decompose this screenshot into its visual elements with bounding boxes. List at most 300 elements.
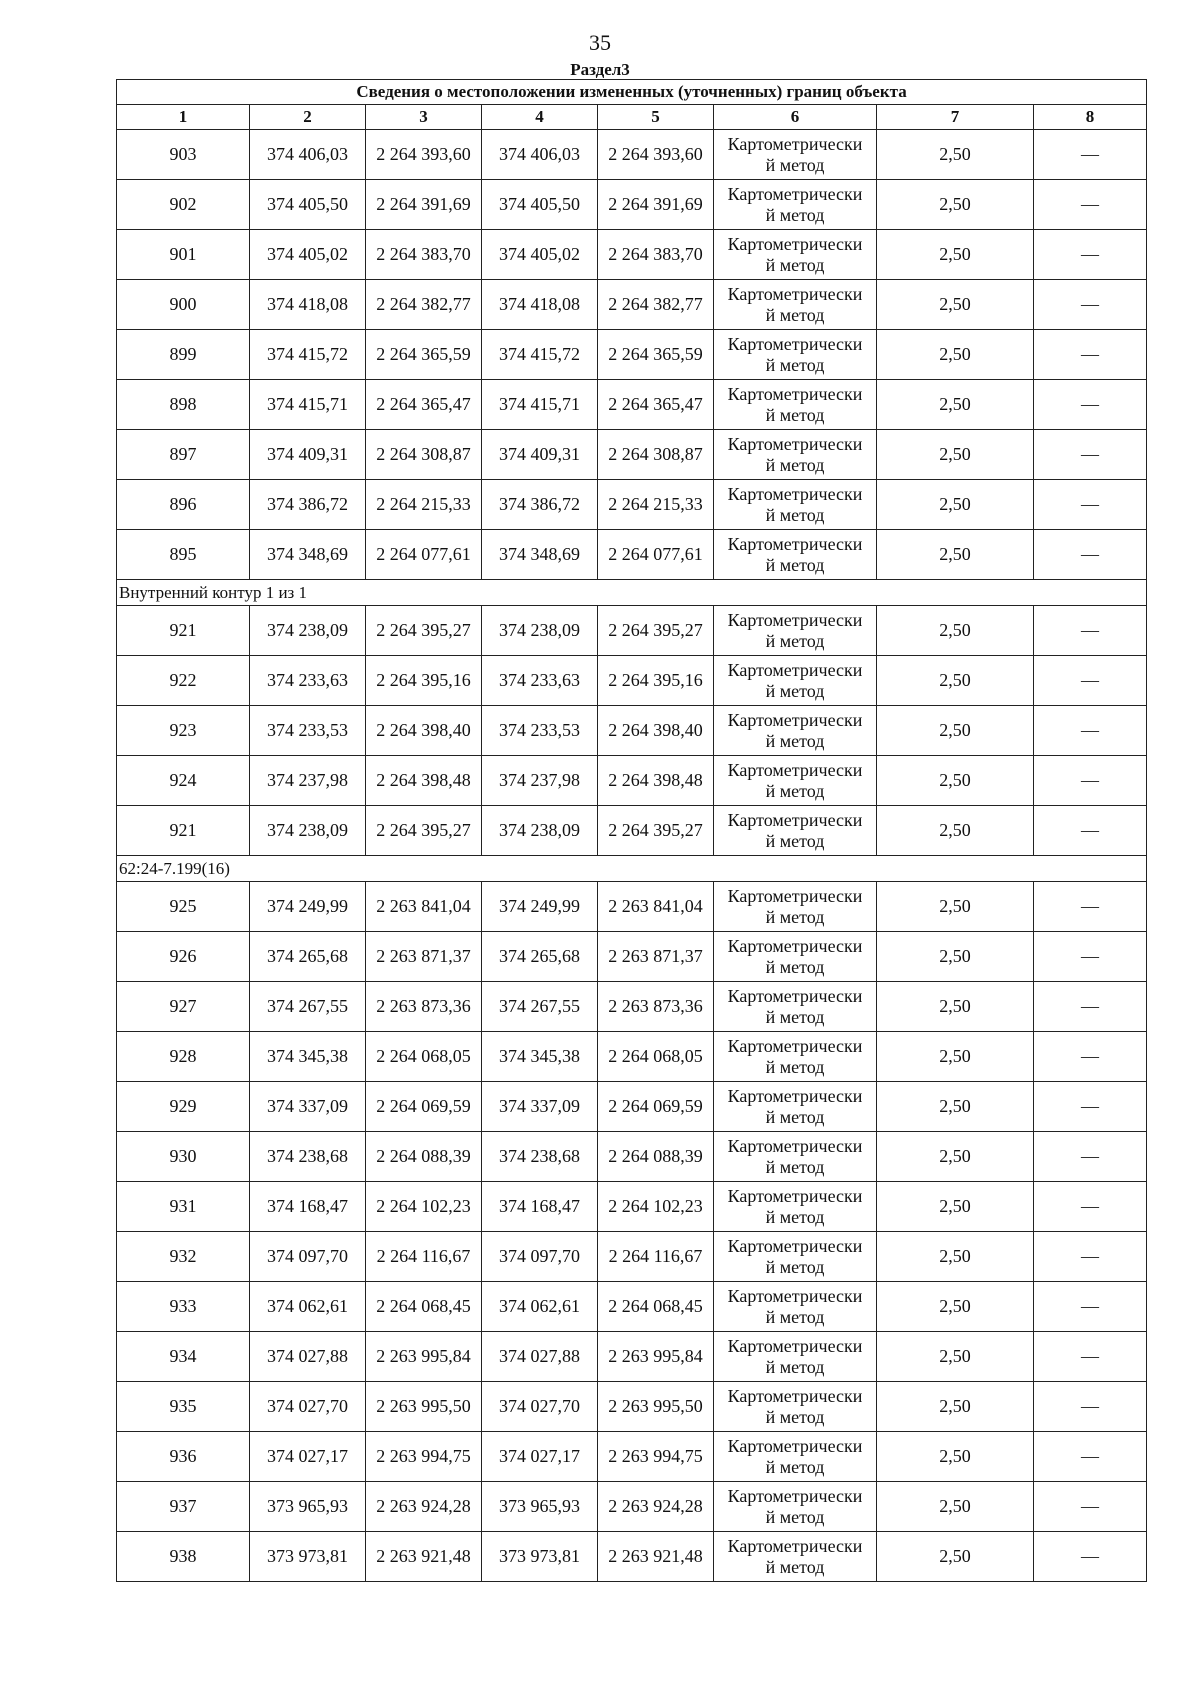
note-cell: — [1034, 480, 1147, 530]
x-new-cell: 374 027,70 [482, 1382, 598, 1432]
y-new-cell: 2 264 068,05 [598, 1032, 714, 1082]
method-text: Картометрически [727, 1235, 863, 1256]
column-number: 7 [877, 105, 1034, 130]
method-cell [714, 380, 877, 430]
note-cell: — [1034, 1382, 1147, 1432]
note-cell: — [1034, 1332, 1147, 1382]
x-existing-cell: 374 027,88 [250, 1332, 366, 1382]
method-text: й метод [765, 454, 825, 475]
method-text: Картометрически [727, 183, 863, 204]
method-cell [714, 1182, 877, 1232]
x-existing-cell: 374 249,99 [250, 882, 366, 932]
table-row [117, 706, 1147, 756]
method-text: Картометрически [727, 383, 863, 404]
point-number-cell: 934 [117, 1332, 250, 1382]
method-cell [714, 1232, 877, 1282]
y-new-cell: 2 264 068,45 [598, 1282, 714, 1332]
method-text: й метод [765, 680, 825, 701]
table-body [117, 130, 1147, 1582]
method-text: Картометрически [727, 885, 863, 906]
x-existing-cell: 374 265,68 [250, 932, 366, 982]
x-existing-cell: 373 973,81 [250, 1532, 366, 1582]
accuracy-cell: 2,50 [877, 1282, 1034, 1332]
point-number-cell: 898 [117, 380, 250, 430]
y-new-cell: 2 263 995,50 [598, 1382, 714, 1432]
x-new-cell: 374 405,02 [482, 230, 598, 280]
note-cell: — [1034, 330, 1147, 380]
table-row [117, 606, 1147, 656]
method-text: й метод [765, 630, 825, 651]
method-cell [714, 1382, 877, 1432]
y-existing-cell: 2 264 077,61 [366, 530, 482, 580]
note-cell: — [1034, 1132, 1147, 1182]
method-text: Картометрически [727, 133, 863, 154]
x-existing-cell: 374 406,03 [250, 130, 366, 180]
y-existing-cell: 2 264 395,16 [366, 656, 482, 706]
method-cell [714, 330, 877, 380]
method-text: Картометрически [727, 1185, 863, 1206]
accuracy-cell: 2,50 [877, 1032, 1034, 1082]
point-number-cell: 899 [117, 330, 250, 380]
y-new-cell: 2 263 994,75 [598, 1432, 714, 1482]
x-new-cell: 374 337,09 [482, 1082, 598, 1132]
y-new-cell: 2 263 921,48 [598, 1532, 714, 1582]
y-existing-cell: 2 264 365,59 [366, 330, 482, 380]
y-new-cell: 2 264 088,39 [598, 1132, 714, 1182]
y-existing-cell: 2 264 068,05 [366, 1032, 482, 1082]
accuracy-cell: 2,50 [877, 330, 1034, 380]
y-existing-cell: 2 263 995,50 [366, 1382, 482, 1432]
contour-heading: 62:24-7.199(16) [117, 856, 1147, 882]
accuracy-cell: 2,50 [877, 180, 1034, 230]
accuracy-cell: 2,50 [877, 1182, 1034, 1232]
method-cell [714, 656, 877, 706]
y-existing-cell: 2 264 069,59 [366, 1082, 482, 1132]
x-new-cell: 373 973,81 [482, 1532, 598, 1582]
y-existing-cell: 2 264 365,47 [366, 380, 482, 430]
accuracy-cell: 2,50 [877, 130, 1034, 180]
method-cell [714, 1332, 877, 1382]
point-number-cell: 921 [117, 606, 250, 656]
x-existing-cell: 374 233,63 [250, 656, 366, 706]
y-existing-cell: 2 264 308,87 [366, 430, 482, 480]
method-cell [714, 430, 877, 480]
note-cell: — [1034, 882, 1147, 932]
point-number-cell: 932 [117, 1232, 250, 1282]
table-row [117, 430, 1147, 480]
table-row [117, 330, 1147, 380]
accuracy-cell: 2,50 [877, 430, 1034, 480]
method-cell [714, 1132, 877, 1182]
method-text: й метод [765, 304, 825, 325]
y-existing-cell: 2 264 088,39 [366, 1132, 482, 1182]
accuracy-cell: 2,50 [877, 1132, 1034, 1182]
accuracy-cell: 2,50 [877, 230, 1034, 280]
accuracy-cell: 2,50 [877, 1532, 1034, 1582]
y-existing-cell: 2 263 873,36 [366, 982, 482, 1032]
method-text: Картометрически [727, 1085, 863, 1106]
method-cell [714, 932, 877, 982]
y-existing-cell: 2 263 995,84 [366, 1332, 482, 1382]
note-cell: — [1034, 982, 1147, 1032]
column-number: 1 [117, 105, 250, 130]
table-row [117, 1182, 1147, 1232]
method-text: й метод [765, 354, 825, 375]
note-cell: — [1034, 756, 1147, 806]
x-existing-cell: 374 415,71 [250, 380, 366, 430]
accuracy-cell: 2,50 [877, 1432, 1034, 1482]
method-cell [714, 230, 877, 280]
x-new-cell: 374 233,63 [482, 656, 598, 706]
y-existing-cell: 2 263 871,37 [366, 932, 482, 982]
table-row [117, 280, 1147, 330]
x-existing-cell: 374 418,08 [250, 280, 366, 330]
accuracy-cell: 2,50 [877, 530, 1034, 580]
note-cell: — [1034, 932, 1147, 982]
x-existing-cell: 374 415,72 [250, 330, 366, 380]
method-cell [714, 1482, 877, 1532]
column-number: 4 [482, 105, 598, 130]
point-number-cell: 902 [117, 180, 250, 230]
method-text: Картометрически [727, 433, 863, 454]
x-existing-cell: 374 238,09 [250, 806, 366, 856]
x-new-cell: 374 415,72 [482, 330, 598, 380]
accuracy-cell: 2,50 [877, 280, 1034, 330]
table-row [117, 1082, 1147, 1132]
contour-heading: Внутренний контур 1 из 1 [117, 580, 1147, 606]
accuracy-cell: 2,50 [877, 1482, 1034, 1532]
coordinates-table [116, 79, 1147, 1582]
x-new-cell: 374 345,38 [482, 1032, 598, 1082]
table-row [117, 1332, 1147, 1382]
table-row [117, 1482, 1147, 1532]
table-row [117, 1432, 1147, 1482]
table-row [117, 530, 1147, 580]
point-number-cell: 933 [117, 1282, 250, 1332]
point-number-cell: 926 [117, 932, 250, 982]
x-new-cell: 374 386,72 [482, 480, 598, 530]
x-new-cell: 374 062,61 [482, 1282, 598, 1332]
method-cell [714, 982, 877, 1032]
accuracy-cell: 2,50 [877, 706, 1034, 756]
table-row [117, 1232, 1147, 1282]
point-number-cell: 931 [117, 1182, 250, 1232]
y-new-cell: 2 264 116,67 [598, 1232, 714, 1282]
note-cell: — [1034, 1082, 1147, 1132]
note-cell: — [1034, 280, 1147, 330]
column-number: 3 [366, 105, 482, 130]
method-cell [714, 480, 877, 530]
note-cell: — [1034, 1032, 1147, 1082]
section-title: Раздел3 [570, 60, 630, 79]
x-existing-cell: 374 233,53 [250, 706, 366, 756]
y-new-cell: 2 264 365,47 [598, 380, 714, 430]
table-row [117, 230, 1147, 280]
method-text: й метод [765, 1006, 825, 1027]
point-number-cell: 903 [117, 130, 250, 180]
table-row [117, 130, 1147, 180]
method-text: й метод [765, 1056, 825, 1077]
table-row [117, 882, 1147, 932]
method-text: Картометрически [727, 1385, 863, 1406]
method-text: Картометрически [727, 609, 863, 630]
x-existing-cell: 374 027,17 [250, 1432, 366, 1482]
point-number-cell: 897 [117, 430, 250, 480]
note-cell: — [1034, 1432, 1147, 1482]
note-cell: — [1034, 606, 1147, 656]
note-cell: — [1034, 706, 1147, 756]
table-caption-row [117, 80, 1147, 105]
method-text: й метод [765, 1306, 825, 1327]
method-text: Картометрически [727, 809, 863, 830]
accuracy-cell: 2,50 [877, 756, 1034, 806]
column-number: 5 [598, 105, 714, 130]
method-text: й метод [765, 1406, 825, 1427]
method-text: Картометрически [727, 935, 863, 956]
column-number: 8 [1034, 105, 1147, 130]
x-new-cell: 374 348,69 [482, 530, 598, 580]
table-row [117, 1032, 1147, 1082]
y-existing-cell: 2 264 393,60 [366, 130, 482, 180]
x-new-cell: 374 409,31 [482, 430, 598, 480]
accuracy-cell: 2,50 [877, 1232, 1034, 1282]
x-existing-cell: 374 267,55 [250, 982, 366, 1032]
method-text: Картометрически [727, 1485, 863, 1506]
note-cell: — [1034, 430, 1147, 480]
x-new-cell: 374 406,03 [482, 130, 598, 180]
y-existing-cell: 2 264 102,23 [366, 1182, 482, 1232]
y-new-cell: 2 263 995,84 [598, 1332, 714, 1382]
note-cell: — [1034, 180, 1147, 230]
accuracy-cell: 2,50 [877, 982, 1034, 1032]
column-number: 2 [250, 105, 366, 130]
point-number-cell: 900 [117, 280, 250, 330]
point-number-cell: 922 [117, 656, 250, 706]
table-row [117, 932, 1147, 982]
column-number: 6 [714, 105, 877, 130]
x-existing-cell: 373 965,93 [250, 1482, 366, 1532]
x-existing-cell: 374 409,31 [250, 430, 366, 480]
accuracy-cell: 2,50 [877, 932, 1034, 982]
method-text: Картометрически [727, 1535, 863, 1556]
y-existing-cell: 2 264 398,48 [366, 756, 482, 806]
x-new-cell: 374 238,09 [482, 806, 598, 856]
x-new-cell: 374 405,50 [482, 180, 598, 230]
table-row [117, 1382, 1147, 1432]
method-text: й метод [765, 1356, 825, 1377]
y-new-cell: 2 264 308,87 [598, 430, 714, 480]
table-row [117, 380, 1147, 430]
note-cell: — [1034, 656, 1147, 706]
point-number-cell: 927 [117, 982, 250, 1032]
note-cell: — [1034, 1232, 1147, 1282]
accuracy-cell: 2,50 [877, 606, 1034, 656]
table-row [117, 982, 1147, 1032]
y-existing-cell: 2 264 391,69 [366, 180, 482, 230]
y-existing-cell: 2 263 921,48 [366, 1532, 482, 1582]
x-existing-cell: 374 238,09 [250, 606, 366, 656]
page-number: 35 [589, 30, 611, 55]
x-existing-cell: 374 168,47 [250, 1182, 366, 1232]
y-existing-cell: 2 263 841,04 [366, 882, 482, 932]
x-new-cell: 373 965,93 [482, 1482, 598, 1532]
method-text: Картометрически [727, 1335, 863, 1356]
point-number-cell: 929 [117, 1082, 250, 1132]
point-number-cell: 930 [117, 1132, 250, 1182]
x-new-cell: 374 238,68 [482, 1132, 598, 1182]
x-new-cell: 374 267,55 [482, 982, 598, 1032]
y-existing-cell: 2 264 395,27 [366, 606, 482, 656]
point-number-cell: 935 [117, 1382, 250, 1432]
method-text: й метод [765, 830, 825, 851]
method-cell [714, 882, 877, 932]
method-text: Картометрически [727, 1035, 863, 1056]
x-new-cell: 374 027,88 [482, 1332, 598, 1382]
method-cell [714, 756, 877, 806]
x-existing-cell: 374 062,61 [250, 1282, 366, 1332]
x-existing-cell: 374 027,70 [250, 1382, 366, 1432]
y-new-cell: 2 264 395,27 [598, 606, 714, 656]
method-text: Картометрически [727, 233, 863, 254]
method-text: й метод [765, 1256, 825, 1277]
y-existing-cell: 2 264 215,33 [366, 480, 482, 530]
point-number-cell: 921 [117, 806, 250, 856]
point-number-cell: 924 [117, 756, 250, 806]
y-new-cell: 2 264 395,27 [598, 806, 714, 856]
x-existing-cell: 374 405,50 [250, 180, 366, 230]
y-existing-cell: 2 264 398,40 [366, 706, 482, 756]
method-cell [714, 1532, 877, 1582]
x-existing-cell: 374 238,68 [250, 1132, 366, 1182]
y-existing-cell: 2 264 116,67 [366, 1232, 482, 1282]
note-cell: — [1034, 1282, 1147, 1332]
method-text: Картометрически [727, 283, 863, 304]
x-new-cell: 374 418,08 [482, 280, 598, 330]
table-row [117, 1532, 1147, 1582]
accuracy-cell: 2,50 [877, 656, 1034, 706]
method-text: й метод [765, 1456, 825, 1477]
y-new-cell: 2 264 069,59 [598, 1082, 714, 1132]
point-number-cell: 923 [117, 706, 250, 756]
point-number-cell: 901 [117, 230, 250, 280]
x-new-cell: 374 265,68 [482, 932, 598, 982]
note-cell: — [1034, 1482, 1147, 1532]
method-text: й метод [765, 1506, 825, 1527]
point-number-cell: 928 [117, 1032, 250, 1082]
point-number-cell: 938 [117, 1532, 250, 1582]
contour-heading-row [117, 856, 1147, 882]
accuracy-cell: 2,50 [877, 480, 1034, 530]
method-text: й метод [765, 204, 825, 225]
method-text: й метод [765, 404, 825, 425]
table-row [117, 756, 1147, 806]
y-existing-cell: 2 264 395,27 [366, 806, 482, 856]
table-row [117, 480, 1147, 530]
x-existing-cell: 374 237,98 [250, 756, 366, 806]
method-text: й метод [765, 504, 825, 525]
method-cell [714, 530, 877, 580]
y-new-cell: 2 263 873,36 [598, 982, 714, 1032]
y-existing-cell: 2 264 068,45 [366, 1282, 482, 1332]
accuracy-cell: 2,50 [877, 806, 1034, 856]
x-existing-cell: 374 097,70 [250, 1232, 366, 1282]
method-text: й метод [765, 1106, 825, 1127]
y-new-cell: 2 264 215,33 [598, 480, 714, 530]
method-text: й метод [765, 1156, 825, 1177]
y-new-cell: 2 264 383,70 [598, 230, 714, 280]
method-text: й метод [765, 254, 825, 275]
note-cell: — [1034, 806, 1147, 856]
method-text: й метод [765, 1556, 825, 1577]
x-existing-cell: 374 386,72 [250, 480, 366, 530]
point-number-cell: 925 [117, 882, 250, 932]
y-existing-cell: 2 263 924,28 [366, 1482, 482, 1532]
x-new-cell: 374 415,71 [482, 380, 598, 430]
y-new-cell: 2 263 841,04 [598, 882, 714, 932]
method-cell [714, 1082, 877, 1132]
method-cell [714, 180, 877, 230]
method-text: й метод [765, 730, 825, 751]
y-new-cell: 2 264 382,77 [598, 280, 714, 330]
accuracy-cell: 2,50 [877, 380, 1034, 430]
y-existing-cell: 2 264 383,70 [366, 230, 482, 280]
contour-heading-row [117, 580, 1147, 606]
y-new-cell: 2 264 102,23 [598, 1182, 714, 1232]
method-cell [714, 1032, 877, 1082]
point-number-cell: 937 [117, 1482, 250, 1532]
note-cell: — [1034, 130, 1147, 180]
y-new-cell: 2 263 871,37 [598, 932, 714, 982]
y-existing-cell: 2 263 994,75 [366, 1432, 482, 1482]
x-existing-cell: 374 345,38 [250, 1032, 366, 1082]
x-new-cell: 374 249,99 [482, 882, 598, 932]
x-new-cell: 374 238,09 [482, 606, 598, 656]
table-row [117, 1282, 1147, 1332]
x-existing-cell: 374 405,02 [250, 230, 366, 280]
point-number-cell: 896 [117, 480, 250, 530]
x-new-cell: 374 027,17 [482, 1432, 598, 1482]
x-new-cell: 374 097,70 [482, 1232, 598, 1282]
accuracy-cell: 2,50 [877, 882, 1034, 932]
method-cell [714, 1432, 877, 1482]
method-text: й метод [765, 780, 825, 801]
method-cell [714, 606, 877, 656]
method-text: Картометрически [727, 1135, 863, 1156]
method-cell [714, 130, 877, 180]
note-cell: — [1034, 1532, 1147, 1582]
method-text: Картометрически [727, 985, 863, 1006]
y-new-cell: 2 264 077,61 [598, 530, 714, 580]
table-row [117, 180, 1147, 230]
y-new-cell: 2 264 398,40 [598, 706, 714, 756]
method-text: й метод [765, 1206, 825, 1227]
method-text: й метод [765, 906, 825, 927]
method-text: Картометрически [727, 759, 863, 780]
method-text: й метод [765, 554, 825, 575]
accuracy-cell: 2,50 [877, 1332, 1034, 1382]
method-cell [714, 280, 877, 330]
y-new-cell: 2 264 398,48 [598, 756, 714, 806]
note-cell: — [1034, 530, 1147, 580]
method-text: Картометрически [727, 1285, 863, 1306]
method-text: Картометрически [727, 333, 863, 354]
accuracy-cell: 2,50 [877, 1382, 1034, 1432]
table-row [117, 656, 1147, 706]
table-row [117, 806, 1147, 856]
method-text: Картометрически [727, 1435, 863, 1456]
x-existing-cell: 374 348,69 [250, 530, 366, 580]
method-cell [714, 1282, 877, 1332]
